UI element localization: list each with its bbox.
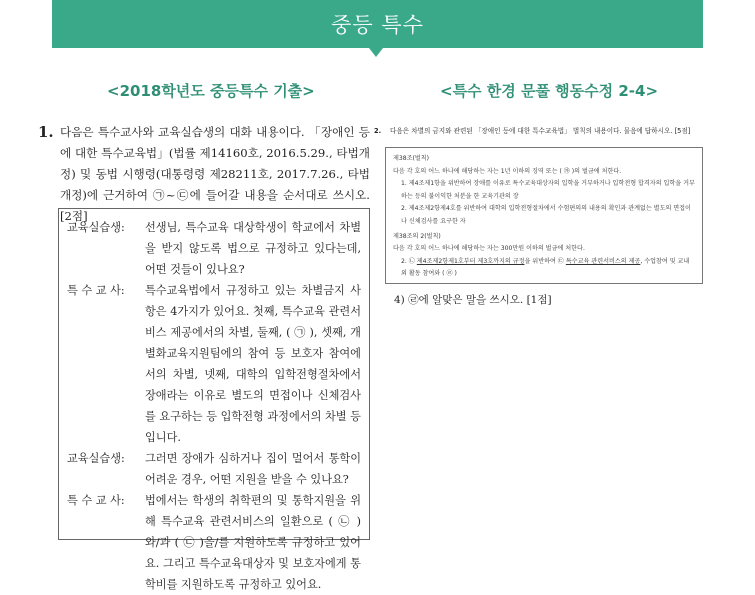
dialog-box: [58, 208, 370, 591]
right-question-number: 2.: [374, 127, 382, 135]
dialog-text: 법에서는 학생의 취학편의 및 통학지원을 위해 특수교육 관련서비스의 일환으로 ( ㉡ )와/과 ( ㉢ )을/를 지원하도록 규정하고 있어요. 그리고 특수교육대상자 및 보호자에게 통학비를 지원하도록 규정하고 있어요.: [145, 494, 361, 591]
dialog-turn: [67, 490, 361, 595]
dialog-speaker: 교육실습생:: [67, 452, 125, 465]
right-column-title: <특수 한경 문풀 행동수정 2-4>: [440, 82, 659, 100]
dialog-text: 그러면 장애가 심하거나 집이 멀어서 통학이 어려운 경우, 어떤 지원을 받을 수 있나요?: [145, 452, 361, 486]
law-item: 2. 제4조제2항제4호를 위반하여 대학의 입학전형절차에서 수험편의의 내용의 확인과 관계없는 별도의 면접이나 신체검사를 요구한 자: [401, 205, 691, 225]
law-item: 1. 제4조제1항을 위반하여 장애를 이유로 특수교육대상자의 입학을 거부하거나 입학전형 합격자의 입학을 거부하는 등의 불이익한 처분을 한 교육기관의 장: [401, 180, 695, 200]
right-question: [374, 126, 719, 136]
law-article-title: 제38조의 2(벌칙): [393, 232, 441, 240]
law-article-intro: 다음 각 호의 어느 하나에 해당하는 자는 1년 이하의 징역 또는 ( ㉮ )의 벌금에 처한다.: [393, 167, 622, 175]
dialog-text: 선생님, 특수교육 대상학생이 학교에서 차별을 받지 않도록 법으로 규정하고 있다는데, 어떤 것들이 있나요?: [145, 221, 361, 276]
dialog-speaker: 교육실습생:: [67, 221, 125, 234]
dialog-turn: [67, 448, 361, 490]
header-title: 중등 특수: [331, 13, 424, 37]
dialog-text: 특수교육법에서 규정하고 있는 차별금지 사항은 4가지가 있어요. 첫째, 특수교육 관련서비스 제공에서의 차별, 둘째, ( ㉠ ), 셋째, 개별화교육지원팀에의 참여 등 보호자 참여에서의 차별, 넷째, 대학의 입학전형절차에서 장애라는 이유로 별도의 면접이나 신체검사를 요구하는 등 입학전형 과정에서의 차별 등입니다.: [145, 284, 361, 444]
dialog-turn: [67, 280, 361, 448]
dialog-turn: [67, 217, 361, 280]
sub-question: 4) ㉣에 알맞은 말을 쓰시오. [1점]: [394, 294, 552, 306]
header-banner: [52, 0, 703, 48]
left-question-number: 1.: [38, 123, 54, 141]
law-excerpt-box: [385, 147, 703, 284]
banner-pointer: [369, 48, 383, 57]
left-column-title: <2018학년도 중등특수 기출>: [107, 82, 315, 100]
law-article-title: 제38조(벌칙): [393, 155, 430, 162]
right-question-stem: 다음은 차별의 금지와 관련된 「장애인 등에 대한 특수교육법」 벌칙의 내용이다. 물음에 답하시오. [5점]: [390, 127, 691, 135]
dialog-speaker: 특 수 교 사:: [67, 284, 125, 297]
dialog-speaker: 특 수 교 사:: [67, 494, 125, 507]
left-question-stem: 다음은 특수교사와 교육실습생의 대화 내용이다. 「장애인 등에 대한 특수교육법」(법률 제14160호, 2016.5.29., 타법개정) 및 동법 시행령(대통령령 제28211호, 2017.7.26., 타법개정)에 근거하여 ㉠~㉢에 들어갈 내용을 순서대로 쓰시오. [2점]: [60, 125, 370, 223]
law-item: 2. ㉡ 제4조제2항제1호부터 제3호까지의 규정을 위반하여 ㉢ 특수교육 관련서비스의 제공, 수업참여 및 교내외 활동 참여와 ( ㉣ ): [401, 257, 690, 278]
law-article-intro: 다음 각 호의 어느 하나에 해당하는 자는 300만원 이하의 벌금에 처한다.: [393, 245, 585, 253]
